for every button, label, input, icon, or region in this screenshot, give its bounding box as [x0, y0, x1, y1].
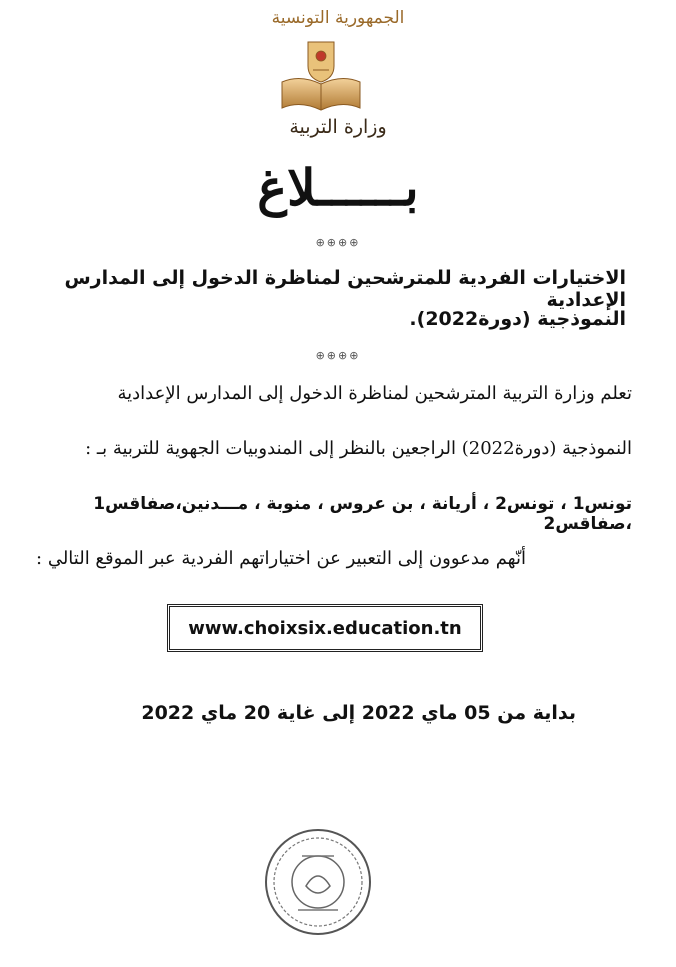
- website-url[interactable]: www.choixsix.education.tn: [188, 617, 462, 639]
- registration-dates: بداية من 05 ماي 2022 إلى غاية 20 ماي 2022: [141, 702, 576, 724]
- body-paragraph-3: أنّهم مدعوون إلى التعبير عن اختياراتهم الفردية عبر الموقع التالي :: [36, 548, 526, 569]
- separator-ornament: ⊕⊕⊕⊕: [315, 349, 361, 362]
- official-stamp-icon: [262, 826, 374, 938]
- website-url-box[interactable]: [167, 604, 483, 652]
- subject-line-1: الاختيارات الفردية للمترشحين لمناظرة الدخول إلى المدارس الإعدادية: [64, 267, 626, 311]
- body-paragraph-1: تعلم وزارة التربية المترشحين لمناظرة الدخول إلى المدارس الإعدادية: [117, 383, 632, 404]
- body-paragraph-2: النموذجية (دورة2022) الراجعين بالنظر إلى المندوبيات الجهوية للتربية بـ :: [85, 438, 632, 459]
- subject-line-2: النموذجية (دورة2022).: [409, 308, 626, 330]
- separator-ornament: ⊕⊕⊕⊕: [315, 236, 361, 249]
- announcement-title: بــــــلاغ: [257, 158, 419, 217]
- ministry-emblem-icon: [278, 36, 364, 116]
- republic-header: الجمهورية التونسية: [271, 8, 405, 28]
- ministry-name: وزارة التربية: [289, 116, 387, 138]
- regions-list: تونس1 ، تونس2 ، أريانة ، بن عروس ، منوبة ، مـــدنين،صفاقس1 ،صفاقس2: [93, 494, 632, 534]
